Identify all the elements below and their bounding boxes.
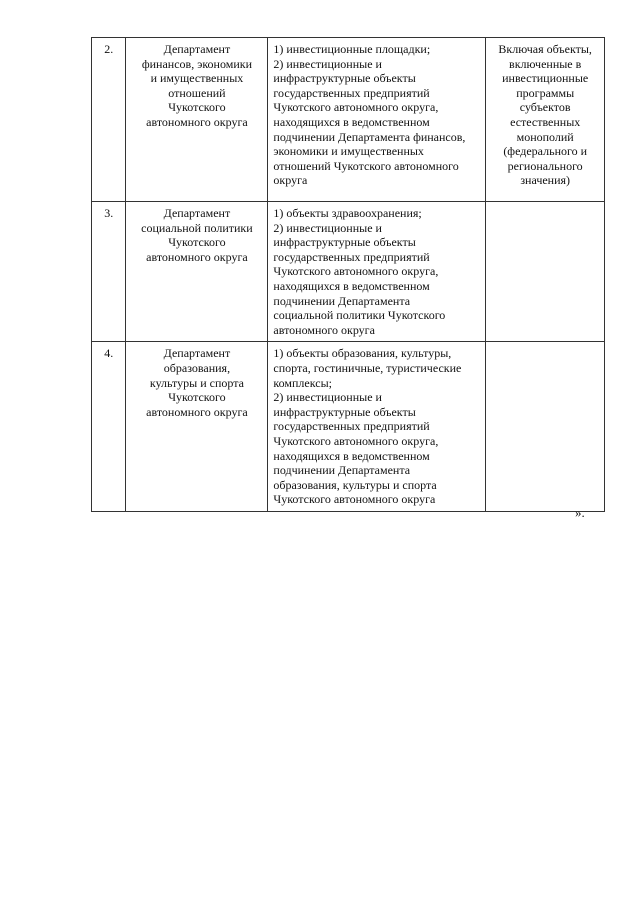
department-name: Департамент социальной политики Чукотского автономного округа	[126, 202, 268, 342]
department-name: Департамент образования, культуры и спорта Чукотского автономного округа	[126, 342, 268, 512]
department-name: Департамент финансов, экономики и имущественных отношений Чукотского автономного округа	[126, 38, 268, 202]
objects-list: 1) объекты образования, культуры, спорта, гостиничные, туристические комплексы; 2) инвестиционные и инфраструктурные объекты государственных предприятий Чукотского автономного округа, находящихся в ведомственном подчинении Департамента образования, культуры и спорта Чукотского автономного округа	[268, 342, 486, 512]
note-cell	[486, 202, 605, 342]
row-number: 4.	[92, 342, 126, 512]
objects-list: 1) объекты здравоохранения; 2) инвестиционные и инфраструктурные объекты государственных предприятий Чукотского автономного округа, находящихся в ведомственном подчинении Департамента социальной политики Чукотского автономного округа	[268, 202, 486, 342]
row-number: 3.	[92, 202, 126, 342]
table-row	[92, 38, 605, 202]
closing-quote-mark: ».	[575, 505, 585, 520]
departments-table	[91, 37, 605, 512]
objects-list: 1) инвестиционные площадки; 2) инвестиционные и инфраструктурные объекты государственных предприятий Чукотского автономного округа, находящихся в ведомственном подчинении Департамента финансов, экономики и имущественных отношений Чукотского автономного округа	[268, 38, 486, 202]
note-cell: Включая объекты, включенные в инвестиционные программы субъектов естественных монополий (федерального и регионального значения)	[486, 38, 605, 202]
row-number: 2.	[92, 38, 126, 202]
table-row	[92, 202, 605, 342]
table-row	[92, 342, 605, 512]
note-cell	[486, 342, 605, 512]
